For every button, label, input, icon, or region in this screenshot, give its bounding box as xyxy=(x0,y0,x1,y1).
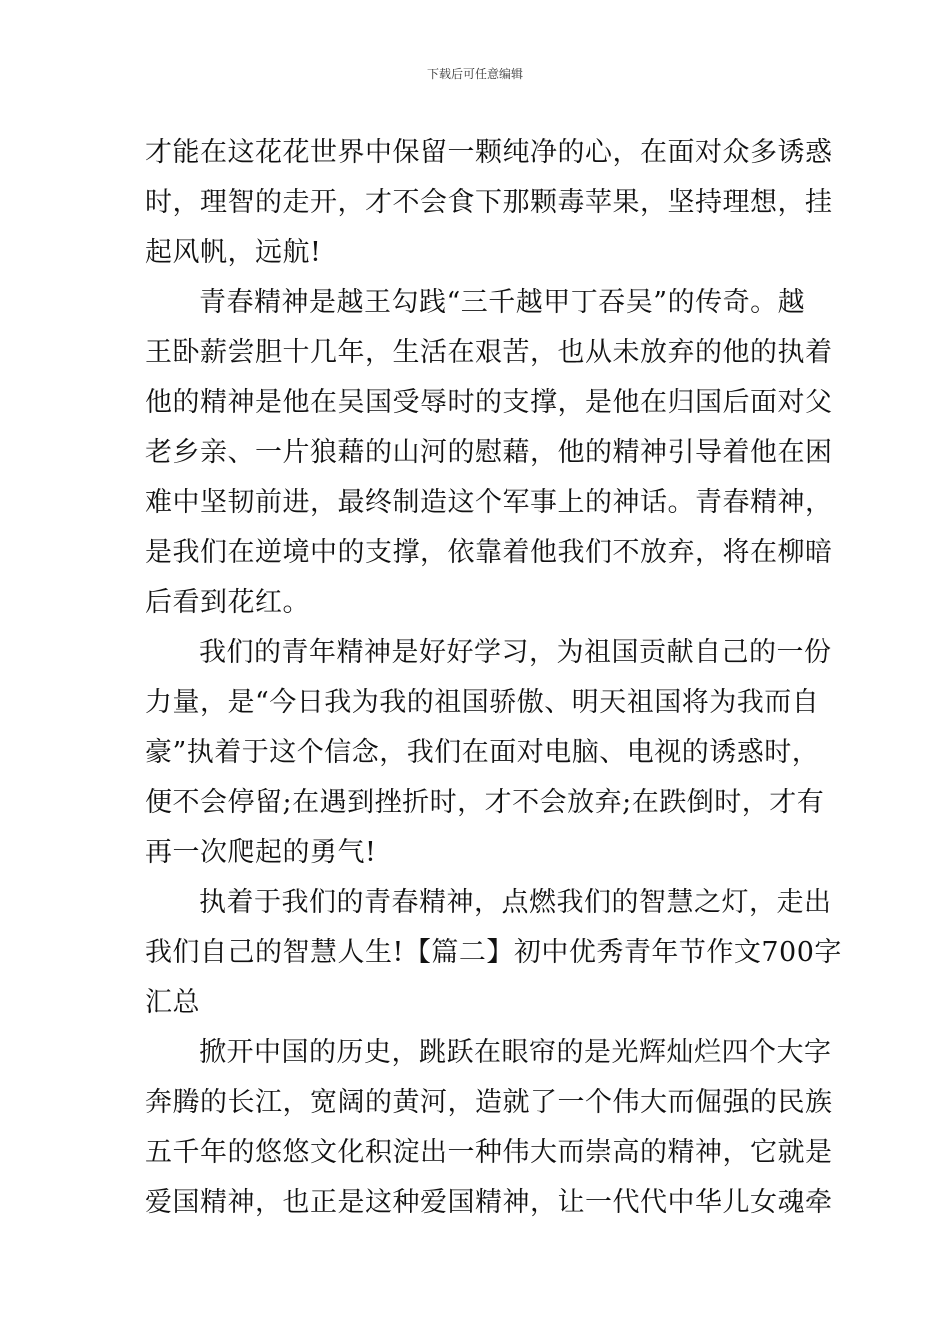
text-line: 他的精神是他在吴国受辱时的支撑，是他在归国后面对父 xyxy=(145,387,833,418)
paragraph-first-line: 执着于我们的青春精神，点燃我们的智慧之灯，走出 xyxy=(199,887,832,918)
text-line: 是我们在逆境中的支撑，依靠着他我们不放弃，将在柳暗 xyxy=(145,537,833,568)
text-line: 时，理智的走开，才不会食下那颗毒苹果，坚持理想，挂 xyxy=(145,187,833,218)
text-line: 难中坚韧前进，最终制造这个军事上的神话。青春精神， xyxy=(145,487,833,518)
document-body xyxy=(145,128,842,1228)
text-line: 力量，是“今日我为我的祖国骄傲、明天祖国将为我而自 xyxy=(145,687,820,718)
text-line: 五千年的悠悠文化积淀出一种伟大而崇高的精神，它就是 xyxy=(145,1137,833,1168)
paragraph-first-line: 掀开中国的历史，跳跃在眼帘的是光辉灿烂四个大字 xyxy=(199,1037,832,1068)
page-header: 下载后可任意编辑 xyxy=(426,67,523,81)
text-line: 便不会停留;在遇到挫折时，才不会放弃;在跌倒时，才有 xyxy=(145,787,825,818)
text-line: 再一次爬起的勇气! xyxy=(145,837,377,868)
paragraph-first-line: 青春精神是越王勾践“三千越甲丁吞吴”的传奇。越 xyxy=(199,287,806,318)
text-line: 爱国精神，也正是这种爱国精神，让一代代中华儿女魂牵 xyxy=(145,1187,833,1218)
text-line: 老乡亲、一片狼藉的山河的慰藉，他的精神引导着他在困 xyxy=(145,437,833,468)
text-line: 才能在这花花世界中保留一颗纯净的心，在面对众多诱惑 xyxy=(145,137,833,168)
text-line: 后看到花红。 xyxy=(145,587,310,618)
text-line: 王卧薪尝胆十几年，生活在艰苦，也从未放弃的他的执着 xyxy=(145,337,833,368)
paragraph-first-line: 我们的青年精神是好好学习，为祖国贡献自己的一份 xyxy=(199,637,832,668)
text-line: 奔腾的长江，宽阔的黄河，造就了一个伟大而倔强的民族 xyxy=(145,1087,833,1118)
text-line: 豪”执着于这个信念，我们在面对电脑、电视的诱惑时， xyxy=(145,737,820,768)
text-line: 汇总 xyxy=(145,987,200,1018)
text-line: 我们自己的智慧人生!【篇二】初中优秀青年节作文700字 xyxy=(145,937,842,968)
text-line: 起风帆，远航! xyxy=(145,237,322,268)
